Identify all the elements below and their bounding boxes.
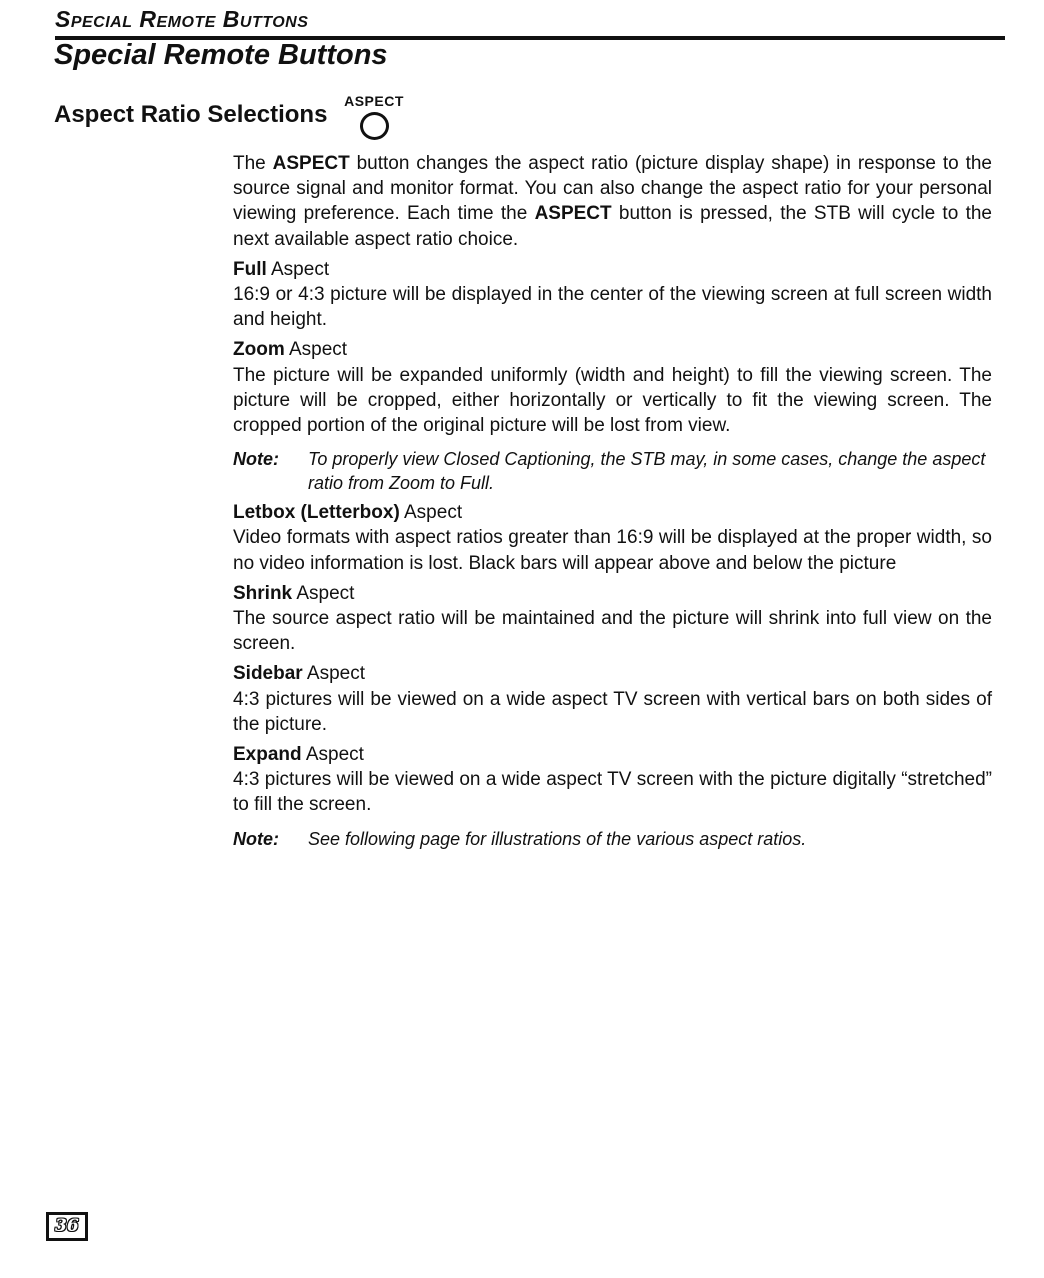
note-label: Note: [233, 828, 279, 849]
body-content [233, 151, 992, 854]
note-text: See following page for illustrations of the various aspect ratios. [308, 828, 807, 849]
aspect-suffix: Aspect [399, 502, 463, 524]
aspect-name: Letbox (Letterbox) [233, 502, 400, 524]
aspect-heading-expand [233, 742, 992, 767]
intro-text: button changes the aspect ratio (picture display shape) in response to the source signal and monitor format. You can also change the aspect ratio for your personal viewing preference. Each time the [233, 153, 992, 225]
aspect-name: Full [233, 258, 267, 280]
aspect-heading-shrink [233, 581, 992, 606]
aspect-heading-letterbox [233, 500, 992, 525]
circle-button-icon [360, 112, 389, 140]
aspect-name: Zoom [233, 339, 285, 361]
aspect-heading-sidebar [233, 661, 992, 686]
page-title: Special Remote Buttons [54, 39, 388, 71]
aspect-name: Shrink [233, 582, 293, 604]
aspect-body-sidebar: 4:3 pictures will be viewed on a wide aspect TV screen with vertical bars on both sides of the picture. [233, 688, 992, 735]
note-see-following-page [233, 827, 992, 851]
page-number-box [46, 1212, 88, 1241]
aspect-suffix: Aspect [266, 258, 330, 280]
note-text: To properly view Closed Captioning, the STB may, in some cases, change the aspect ratio from Zoom to Full. [308, 449, 986, 494]
note-label: Note: [233, 449, 279, 470]
note-closed-captioning [233, 447, 992, 495]
aspect-keyword: ASPECT [272, 153, 350, 174]
aspect-body-full: 16:9 or 4:3 picture will be displayed in the center of the viewing screen at full screen width and height. [233, 284, 992, 331]
running-head: Special Remote Buttons [55, 6, 309, 32]
aspect-keyword: ASPECT [534, 203, 612, 225]
aspect-suffix: Aspect [284, 339, 348, 361]
section-heading: Aspect Ratio Selections [54, 101, 328, 128]
aspect-suffix: Aspect [292, 582, 355, 604]
aspect-name: Expand [233, 744, 302, 766]
aspect-body-zoom: The picture will be expanded uniformly (width and height) to fill the viewing screen. The picture will be cropped, either horizontally or vertically to fit the viewing screen. The cropped portion of the original picture will be lost from view. [233, 364, 992, 437]
aspect-button-label: ASPECT [344, 93, 404, 109]
aspect-body-shrink: The source aspect ratio will be maintained and the picture will shrink into full view on the screen. [233, 608, 992, 655]
page-number: 36 [55, 1216, 79, 1236]
aspect-body-letterbox: Video formats with aspect ratios greater than 16:9 will be displayed at the proper width, so no video information is lost. Black bars will appear above and below the picture [233, 527, 992, 574]
intro-paragraph [233, 151, 992, 252]
aspect-button-illustration [338, 93, 410, 140]
aspect-name: Sidebar [233, 663, 303, 685]
aspect-heading-full [233, 257, 992, 282]
intro-text: The [233, 153, 273, 174]
intro-text: button is pressed, the STB will cycle to the next available aspect ratio choice. [233, 203, 992, 250]
aspect-suffix: Aspect [301, 744, 364, 766]
aspect-suffix: Aspect [302, 663, 366, 685]
aspect-heading-zoom [233, 337, 992, 362]
aspect-body-expand: 4:3 pictures will be viewed on a wide aspect TV screen with the picture digitally “stretched” to fill the screen. [233, 769, 992, 816]
